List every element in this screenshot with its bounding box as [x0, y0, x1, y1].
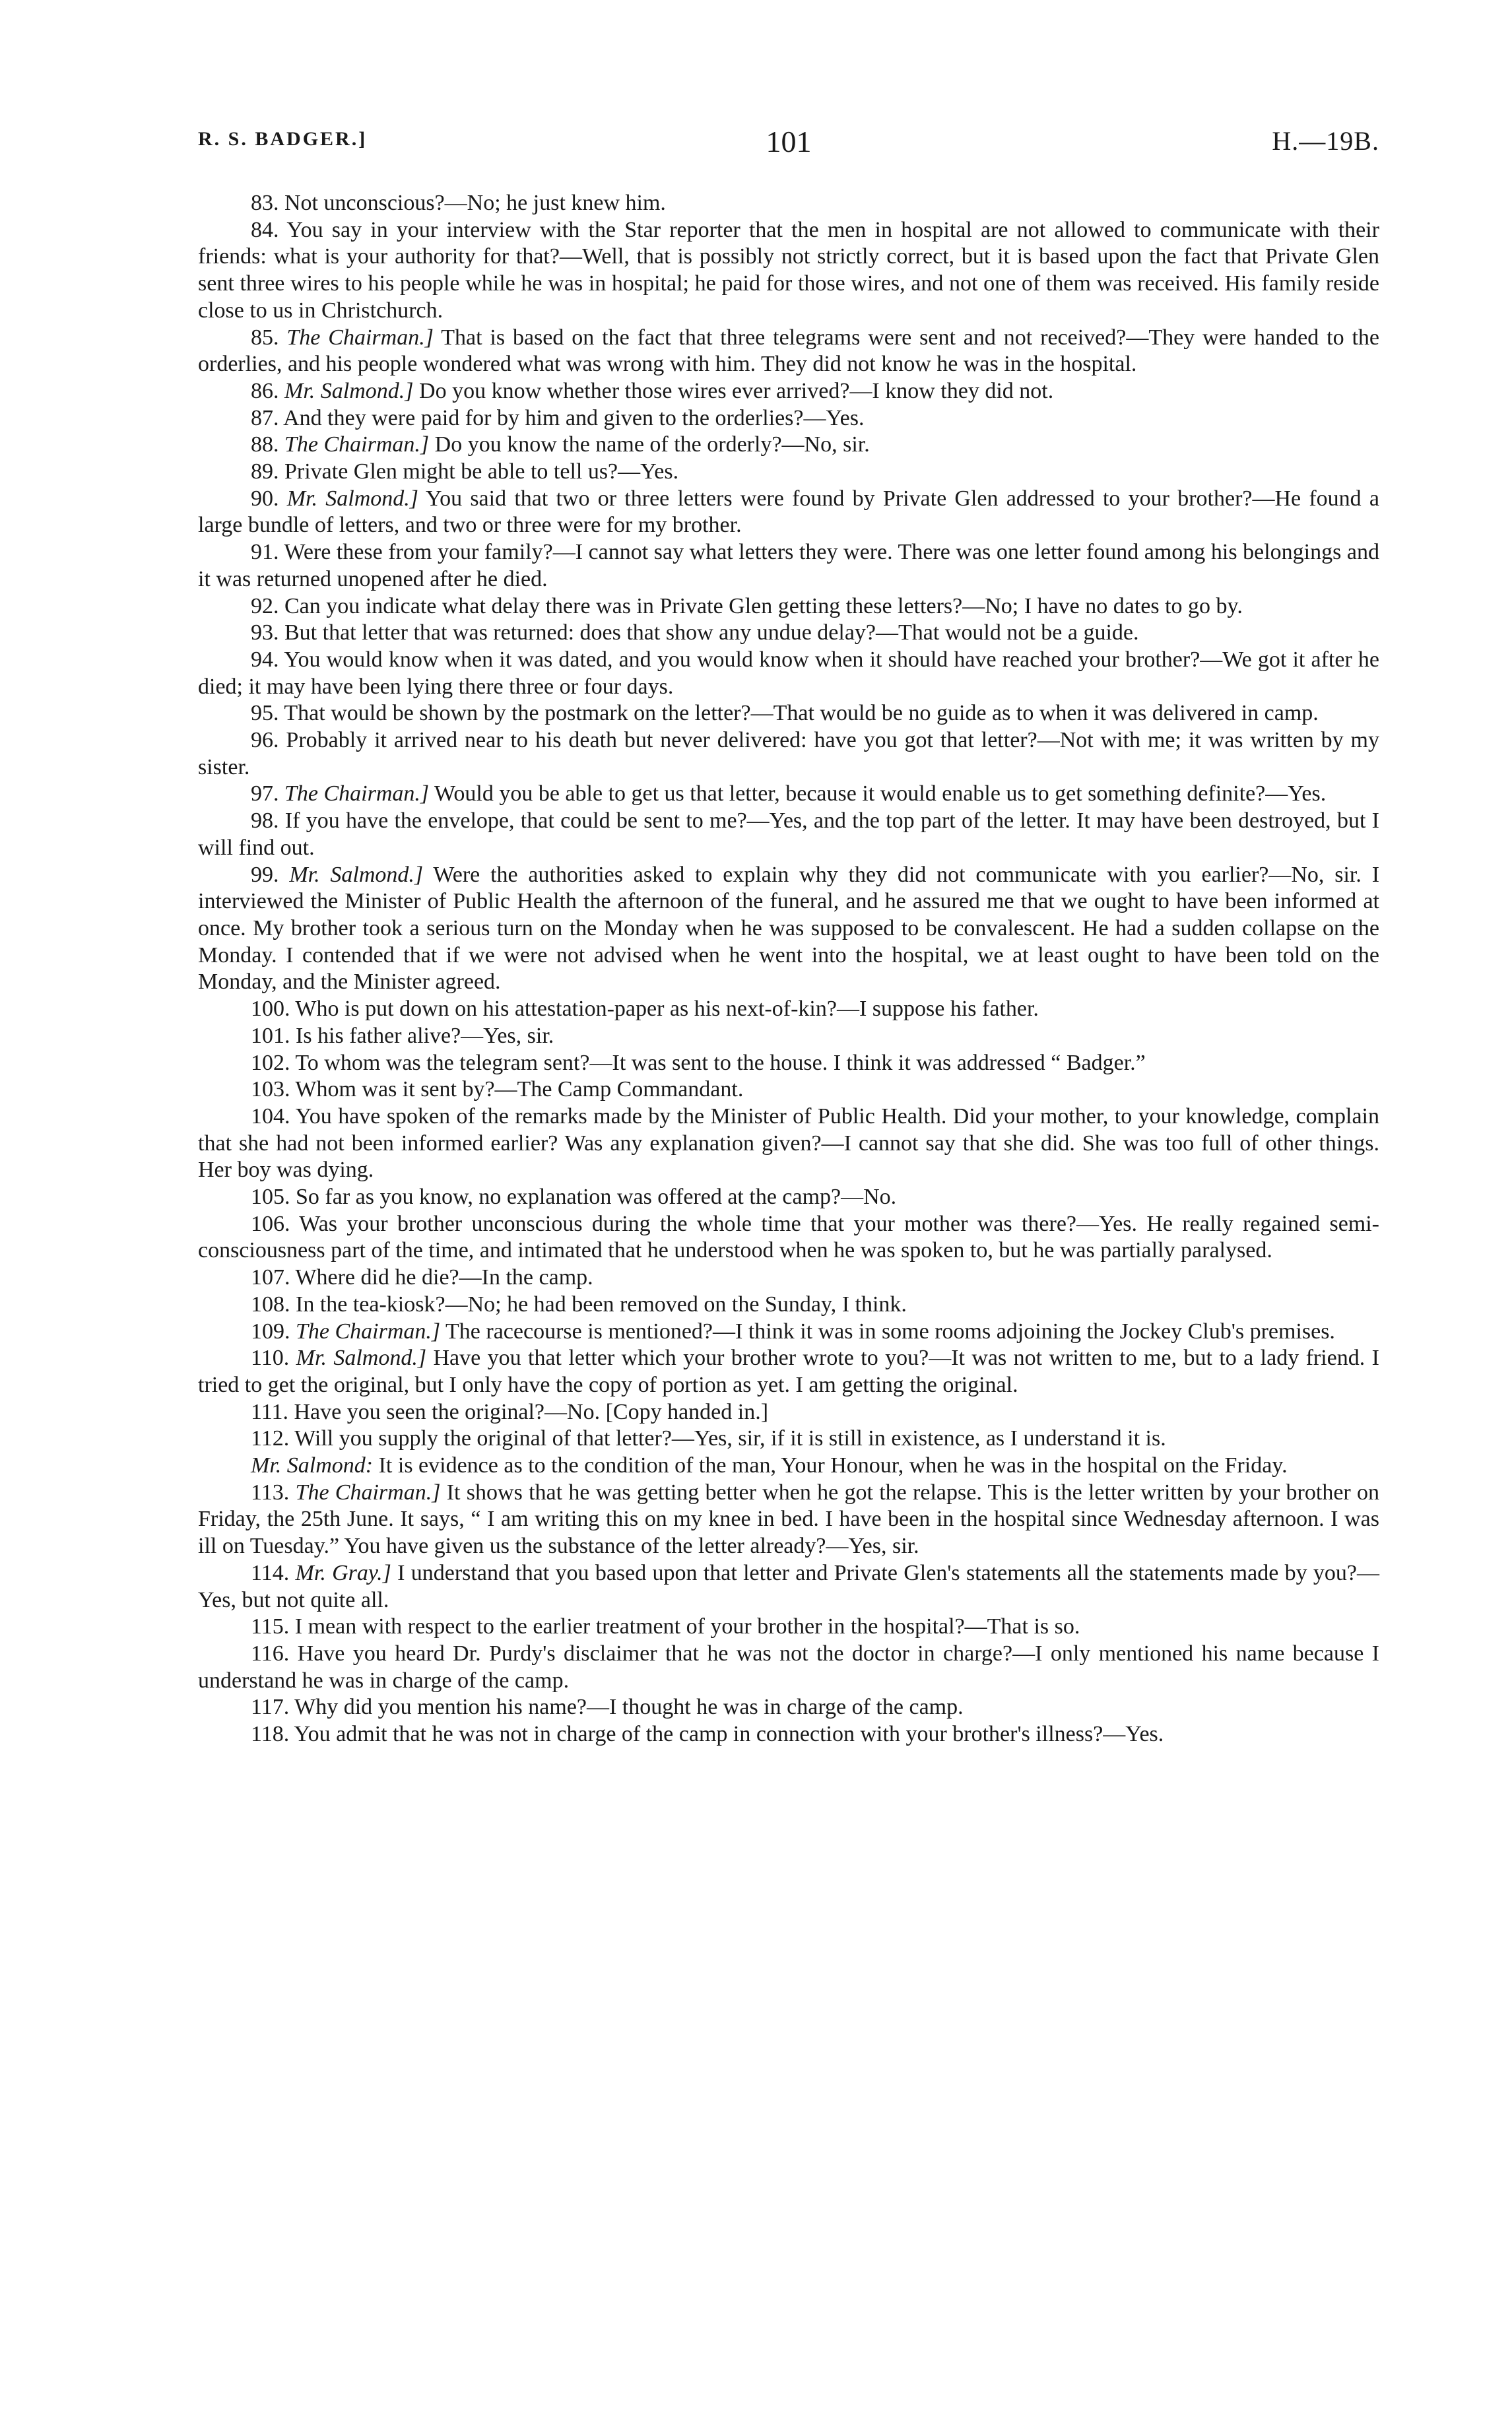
transcript-paragraph [198, 1345, 1379, 1398]
question-number: 92. [251, 593, 279, 618]
speaker-label: Mr. Salmond.] [289, 862, 424, 887]
question-number: 102. [251, 1050, 290, 1075]
paragraph-text: Would you be able to get us that letter, because it would enable us to get something definite?—Yes. [434, 781, 1327, 806]
paragraph-text: Do you know the name of the orderly?—No, sir. [434, 432, 870, 457]
paragraph-text: Why did you mention his name?—I thought he was in charge of the camp. [294, 1695, 964, 1720]
transcript-paragraph [198, 1050, 1379, 1077]
page-number: 101 [766, 125, 812, 158]
paragraph-text: Do you know whether those wires ever arrived?—I know they did not. [419, 378, 1054, 403]
paragraph-text: Have you heard Dr. Purdy's disclaimer that he was not the doctor in charge?—I only mentioned his name because I understand he was in charge of the camp. [198, 1641, 1380, 1693]
paragraph-text: It is evidence as to the condition of the man, Your Honour, when he was in the hospital on the Friday. [378, 1453, 1288, 1478]
question-number: 91. [251, 540, 279, 565]
paragraph-text: Will you supply the original of that letter?—Yes, sir, if it is still in existence, as I understand it is. [294, 1426, 1166, 1451]
question-number: 97. [251, 781, 279, 806]
transcript-paragraph [198, 1614, 1379, 1641]
transcript-paragraph [198, 1426, 1379, 1453]
question-number: 98. [251, 808, 279, 834]
transcript-paragraph [198, 808, 1379, 861]
question-number: 96. [251, 728, 279, 753]
transcript-paragraph [198, 781, 1379, 808]
paragraph-text: In the tea-kiosk?—No; he had been removed on the Sunday, I think. [296, 1292, 907, 1317]
speaker-label: The Chairman.] [286, 325, 434, 350]
question-number: 103. [251, 1077, 290, 1102]
paragraph-text: And they were paid for by him and given to the orderlies?—Yes. [283, 405, 865, 430]
question-number: 89. [251, 459, 279, 484]
paragraph-text: Probably it arrived near to his death but never delivered: have you got that letter?—Not with me; it was written by my sister. [198, 728, 1379, 779]
transcript-paragraph [198, 217, 1379, 325]
question-number: 95. [251, 701, 279, 726]
question-number: 84. [251, 217, 279, 242]
transcript-paragraph [198, 459, 1379, 486]
transcript-body [198, 190, 1379, 1748]
transcript-paragraph [198, 432, 1379, 459]
transcript-paragraph [198, 539, 1379, 593]
question-number: 105. [251, 1185, 290, 1210]
paragraph-text: Can you indicate what delay there was in Private Glen getting these letters?—No; I have no dates to go by. [284, 593, 1243, 618]
paragraph-text: You admit that he was not in charge of the camp in connection with your brother's illness?—Yes. [294, 1722, 1164, 1747]
question-number: 94. [251, 647, 279, 672]
transcript-paragraph [198, 593, 1379, 620]
paragraph-text: Were the authorities asked to explain why they did not communicate with you earlier?—No, sir. I interviewed the Minister of Public Health the afternoon of the funeral, and he assured me that we ought to have been informed at once. My brother took a serious turn on the Monday when he was supposed to be convalescent. He had a sudden collapse on the Monday. I contended that if we were not advised when he went into the hospital, we at least ought to have been told on the Monday, and the Minister agreed. [198, 862, 1380, 995]
transcript-paragraph [198, 190, 1379, 217]
question-number: 109. [251, 1319, 290, 1344]
paragraph-text: Have you that letter which your brother wrote to you?—It was not written to me, but to a lady friend. I tried to get the original, but I only have the copy of portion as yet. I am getting the original. [198, 1346, 1379, 1397]
question-number: 115. [251, 1614, 290, 1639]
transcript-paragraph [198, 1399, 1379, 1426]
transcript-paragraph [198, 1103, 1379, 1184]
speaker-label: The Chairman.] [295, 1480, 441, 1505]
question-number: 110. [251, 1346, 290, 1371]
witness-name: R. S. BADGER.] [198, 128, 368, 150]
question-number: 113. [251, 1480, 290, 1505]
transcript-paragraph [198, 405, 1379, 432]
transcript-paragraph [198, 1319, 1379, 1346]
transcript-paragraph [198, 1023, 1379, 1050]
question-number: 106. [251, 1211, 290, 1236]
speaker-label: Mr. Salmond.] [286, 486, 418, 511]
transcript-paragraph [198, 1184, 1379, 1211]
question-number: 112. [251, 1426, 290, 1451]
transcript-paragraph [198, 1641, 1379, 1694]
paragraph-text: But that letter that was returned: does that show any undue delay?—That would not be a guide. [284, 620, 1139, 645]
paragraph-text: If you have the envelope, that could be sent to me?—Yes, and the top part of the letter. It may have been destroyed, but I will find out. [198, 808, 1380, 860]
question-number: 100. [251, 997, 290, 1022]
question-number: 111. [251, 1399, 288, 1424]
question-number: 88. [251, 432, 279, 457]
question-number: 108. [251, 1292, 290, 1317]
paragraph-text: It shows that he was getting better when he got the relapse. This is the letter written by your brother on Friday, the 25th June. It says, “ I am writing this on my knee in bed. I have been in the hospital since Wednesday afternoon. I was ill on Tuesday.” You have given us the substance of the letter already?—Yes, sir. [198, 1480, 1380, 1559]
transcript-paragraph [198, 1453, 1379, 1480]
transcript-paragraph [198, 647, 1379, 700]
paragraph-text: Is his father alive?—Yes, sir. [296, 1023, 554, 1048]
question-number: 104. [251, 1103, 290, 1129]
transcript-paragraph [198, 1076, 1379, 1103]
transcript-paragraph [198, 325, 1379, 378]
paragraph-text: Where did he die?—In the camp. [295, 1265, 593, 1290]
transcript-paragraph [198, 1480, 1379, 1560]
speaker-label: The Chairman.] [296, 1319, 441, 1344]
paragraph-text: Have you seen the original?—No. [Copy handed in.] [294, 1399, 769, 1424]
question-number: 117. [251, 1695, 290, 1720]
paragraph-text: Private Glen might be able to tell us?—Yes. [284, 459, 679, 484]
paragraph-text: Was your brother unconscious during the whole time that your mother was there?—Yes. He really regained semi-consciousness part of the time, and intimated that he understood when he was spoken to, but he was partially paralysed. [198, 1211, 1379, 1263]
speaker-label: Mr. Gray.] [295, 1560, 391, 1585]
paragraph-text: That is based on the fact that three telegrams were sent and not received?—They were handed to the orderlies, and his people wondered what was wrong with him. They did not know he was in the hospital. [198, 325, 1379, 377]
question-number: 87. [251, 405, 279, 430]
paragraph-text: I understand that you based upon that letter and Private Glen's statements all the statements made by you?—Yes, but not quite all. [198, 1560, 1379, 1612]
transcript-paragraph [198, 996, 1379, 1023]
question-number: 90. [251, 486, 279, 511]
paragraph-text: Who is put down on his attestation-paper as his next-of-kin?—I suppose his father. [295, 997, 1039, 1022]
transcript-paragraph [198, 1292, 1379, 1319]
paragraph-text: Were these from your family?—I cannot say what letters they were. There was one letter found among his belongings and it was returned unopened after he died. [198, 540, 1379, 591]
question-number: 83. [251, 191, 279, 215]
question-number: 107. [251, 1265, 290, 1290]
question-number: 101. [251, 1023, 290, 1048]
page-header [198, 124, 1379, 164]
paragraph-text: You have spoken of the remarks made by the Minister of Public Health. Did your mother, to your knowledge, complain that she had not been informed earlier? Was any explanation given?—I cannot say that she did. She was too full of other things. Her boy was dying. [198, 1103, 1379, 1183]
question-number: 116. [251, 1641, 290, 1666]
paragraph-text: That would be shown by the postmark on the letter?—That would be no guide as to when it was delivered in camp. [284, 701, 1319, 726]
paragraph-text: So far as you know, no explanation was offered at the camp?—No. [296, 1185, 897, 1210]
paragraph-text: Not unconscious?—No; he just knew him. [284, 191, 666, 215]
transcript-paragraph [198, 378, 1379, 405]
speaker-label: Mr. Salmond.] [296, 1346, 427, 1371]
transcript-paragraph [198, 727, 1379, 781]
transcript-paragraph [198, 620, 1379, 647]
transcript-paragraph [198, 1560, 1379, 1614]
question-number: 114. [251, 1560, 290, 1585]
paragraph-text: To whom was the telegram sent?—It was sent to the house. I think it was addressed “ Badger.” [295, 1050, 1146, 1075]
paragraph-text: You said that two or three letters were found by Private Glen addressed to your brother?—He found a large bundle of letters, and two or three were for my brother. [198, 486, 1379, 538]
transcript-paragraph [198, 1211, 1379, 1265]
paragraph-text: The racecourse is mentioned?—I think it was in some rooms adjoining the Jockey Club's premises. [445, 1319, 1335, 1344]
transcript-paragraph [198, 700, 1379, 727]
question-number: 85. [251, 325, 279, 350]
speaker-label: The Chairman.] [284, 432, 430, 457]
speaker-label: Mr. Salmond.] [284, 378, 414, 403]
question-number: 86. [251, 378, 279, 403]
question-number: 93. [251, 620, 279, 645]
document-reference: H.—19B. [1272, 126, 1379, 156]
transcript-paragraph [198, 862, 1379, 997]
paragraph-text: You say in your interview with the Star reporter that the men in hospital are not allowed to communicate with their friends: what is your authority for that?—Well, that is possibly not strictly correct, but it is based upon the fact that Private Glen sent three wires to his people while he was in hospital; he paid for those wires, and not one of them was received. His family reside close to us in Christchurch. [198, 217, 1379, 323]
transcript-paragraph [198, 486, 1379, 539]
paragraph-text: Whom was it sent by?—The Camp Commandant. [295, 1077, 744, 1102]
speaker-label: The Chairman.] [284, 781, 430, 806]
paragraph-text: You would know when it was dated, and you would know when it should have reached your brother?—We got it after he died; it may have been lying there three or four days. [198, 647, 1379, 699]
transcript-paragraph [198, 1721, 1379, 1748]
question-number: 118. [251, 1722, 290, 1747]
speaker-label: Mr. Salmond: [251, 1453, 374, 1478]
paragraph-text: I mean with respect to the earlier treatment of your brother in the hospital?—That is so. [294, 1614, 1080, 1639]
transcript-paragraph [198, 1694, 1379, 1721]
question-number: 99. [251, 862, 279, 887]
transcript-paragraph [198, 1265, 1379, 1292]
